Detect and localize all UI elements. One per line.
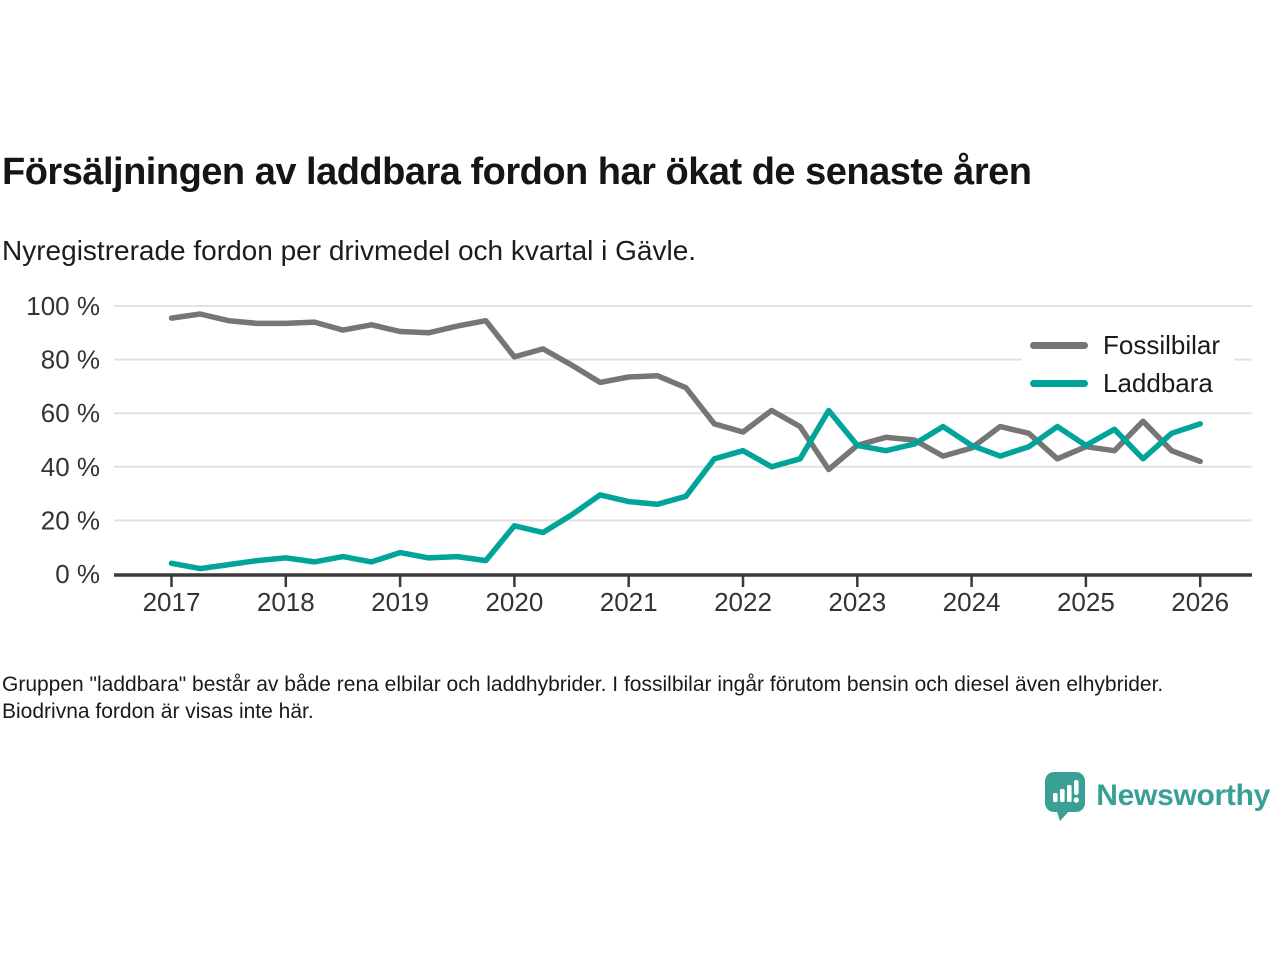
y-tick-label: 60 % (40, 398, 100, 429)
x-tick-label: 2024 (942, 587, 1001, 617)
legend-label-laddbara: Laddbara (1103, 367, 1213, 398)
x-tick-label: 2019 (371, 587, 430, 617)
x-tick-label: 2022 (714, 587, 772, 617)
x-tick-label: 2017 (142, 587, 201, 617)
x-tick-label: 2020 (485, 587, 544, 617)
page-title: Försäljningen av laddbara fordon har ökat de senaste åren (2, 151, 1032, 193)
chart-footnote: Gruppen "laddbara" består av både rena elbilar och laddhybrider. I fossilbilar ingår förutom bensin och diesel även elhybrider. Biodrivna fordon är visas inte här. (2, 673, 1164, 723)
y-tick-label: 100 % (26, 291, 100, 321)
x-tick-label: 2023 (828, 587, 887, 617)
legend-item-fossilbilar (1030, 326, 1220, 364)
logo-text: Newsworthy (1096, 779, 1270, 812)
newsworthy-logo (1044, 771, 1270, 821)
legend-label-fossilbilar: Fossilbilar (1103, 329, 1221, 360)
laddbara-line-swatch-icon (1030, 380, 1088, 387)
bar-chart-speech-bubble-icon (1044, 771, 1086, 821)
chart-legend (1022, 324, 1234, 404)
series-line-laddbara (172, 411, 1201, 569)
page-subtitle: Nyregistrerade fordon per drivmedel och kvartal i Gävle. (2, 235, 697, 266)
y-tick-label: 40 % (40, 451, 100, 482)
y-tick-label: 20 % (40, 505, 100, 536)
x-tick-label: 2018 (256, 587, 315, 617)
y-tick-label: 0 % (55, 559, 100, 589)
x-tick-label: 2025 (1056, 587, 1115, 617)
legend-item-laddbara (1030, 364, 1220, 402)
x-tick-label: 2026 (1171, 587, 1230, 617)
y-tick-label: 80 % (40, 344, 100, 375)
x-tick-label: 2021 (599, 587, 658, 617)
fossilbilar-line-swatch-icon (1030, 342, 1088, 349)
